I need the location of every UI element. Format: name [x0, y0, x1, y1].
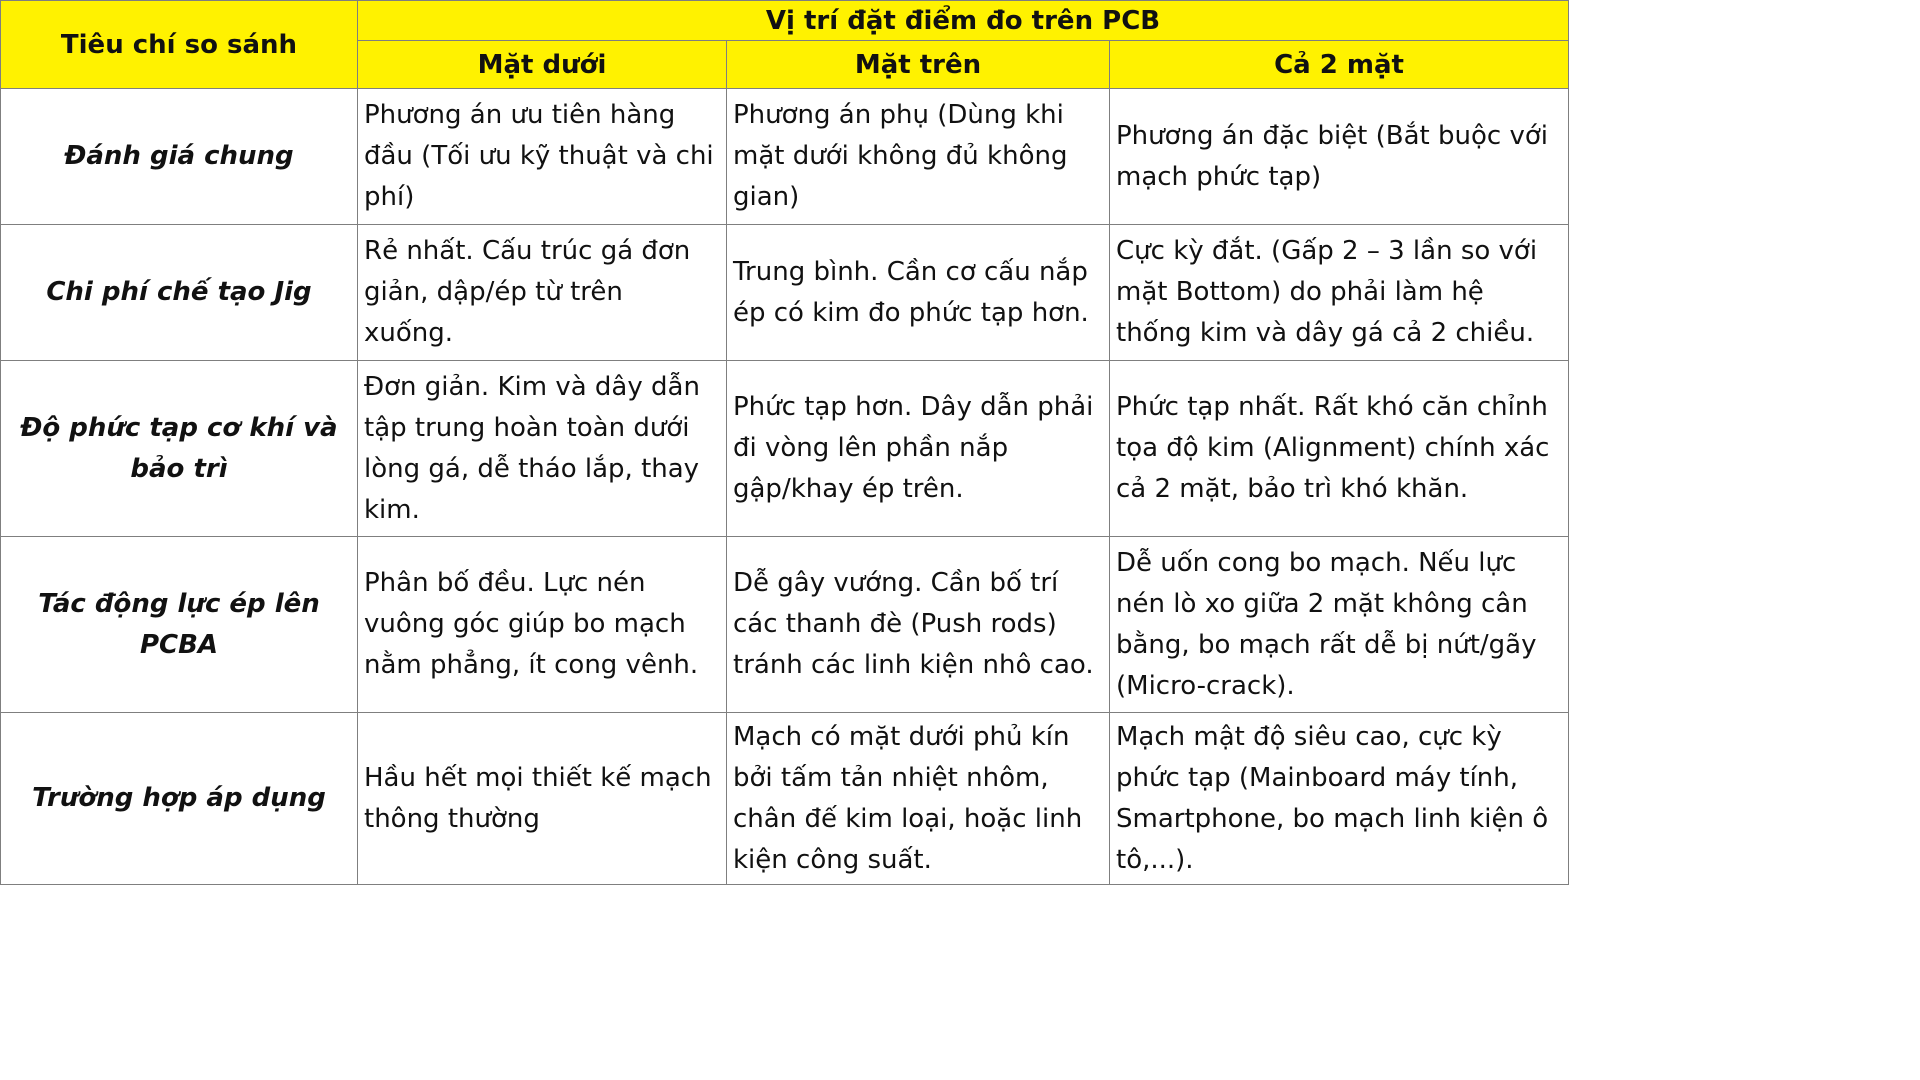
table-cell: Mạch có mặt dưới phủ kín bởi tấm tản nhiệt nhôm, chân đế kim loại, hoặc linh kiện công suất.: [727, 713, 1110, 885]
criteria-header: Tiêu chí so sánh: [1, 1, 358, 89]
table-row: [1, 361, 1569, 537]
table-cell: Phương án ưu tiên hàng đầu (Tối ưu kỹ thuật và chi phí): [358, 89, 727, 225]
table-cell: Phương án phụ (Dùng khi mặt dưới không đủ không gian): [727, 89, 1110, 225]
table-cell: Phức tạp hơn. Dây dẫn phải đi vòng lên phần nắp gập/khay ép trên.: [727, 361, 1110, 537]
table-cell: Rẻ nhất. Cấu trúc gá đơn giản, dập/ép từ trên xuống.: [358, 225, 727, 361]
table-cell: Phức tạp nhất. Rất khó căn chỉnh tọa độ kim (Alignment) chính xác cả 2 mặt, bảo trì khó khăn.: [1110, 361, 1569, 537]
table-cell: Dễ gây vướng. Cần bố trí các thanh đè (Push rods) tránh các linh kiện nhô cao.: [727, 537, 1110, 713]
table-cell: Trung bình. Cần cơ cấu nắp ép có kim đo phức tạp hơn.: [727, 225, 1110, 361]
table-row: [1, 713, 1569, 885]
table-cell: Phân bố đều. Lực nén vuông góc giúp bo mạch nằm phẳng, ít cong vênh.: [358, 537, 727, 713]
row-criterion: Trường hợp áp dụng: [1, 713, 358, 885]
table-cell: Đơn giản. Kim và dây dẫn tập trung hoàn toàn dưới lòng gá, dễ tháo lắp, thay kim.: [358, 361, 727, 537]
column-header-both: Cả 2 mặt: [1110, 41, 1569, 89]
row-criterion: Độ phức tạp cơ khí và bảo trì: [1, 361, 358, 537]
row-criterion: Đánh giá chung: [1, 89, 358, 225]
table-cell: Dễ uốn cong bo mạch. Nếu lực nén lò xo giữa 2 mặt không cân bằng, bo mạch rất dễ bị nứt/gãy (Micro-crack).: [1110, 537, 1569, 713]
table-row: [1, 537, 1569, 713]
group-header: Vị trí đặt điểm đo trên PCB: [358, 1, 1569, 41]
table-row: [1, 89, 1569, 225]
row-criterion: Tác động lực ép lên PCBA: [1, 537, 358, 713]
column-header-top: Mặt trên: [727, 41, 1110, 89]
row-criterion: Chi phí chế tạo Jig: [1, 225, 358, 361]
table-row: [1, 225, 1569, 361]
table-cell: Mạch mật độ siêu cao, cực kỳ phức tạp (Mainboard máy tính, Smartphone, bo mạch linh kiện ô tô,...).: [1110, 713, 1569, 885]
column-header-bottom: Mặt dưới: [358, 41, 727, 89]
table-cell: Cực kỳ đắt. (Gấp 2 – 3 lần so với mặt Bottom) do phải làm hệ thống kim và dây gá cả 2 chiều.: [1110, 225, 1569, 361]
table-cell: Hầu hết mọi thiết kế mạch thông thường: [358, 713, 727, 885]
table-cell: Phương án đặc biệt (Bắt buộc với mạch phức tạp): [1110, 89, 1569, 225]
header-row: [1, 1, 1569, 41]
